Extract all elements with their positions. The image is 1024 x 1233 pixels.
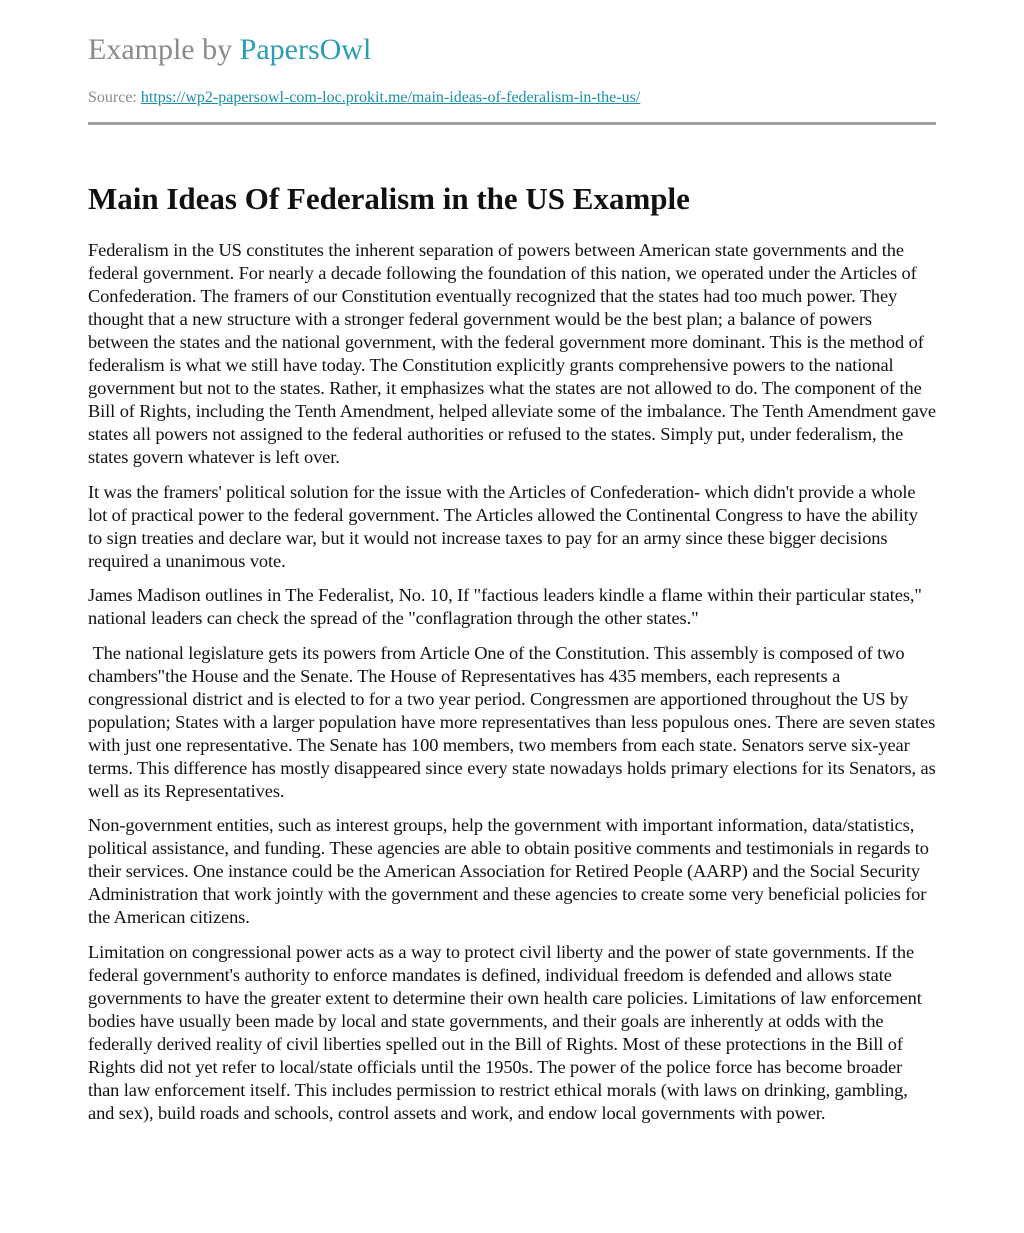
paragraph: Non-government entities, such as interest groups, help the government with important information, data/statistics, political assistance, and funding. These agencies are able to obtain positive comments and testimonials in regards to their services. One instance could be the American Association for Retired People (AARP) and the Social Security Administration that work jointly with the government and these agencies to create some very beneficial policies for the American citizens. — [88, 815, 929, 927]
article-body — [88, 239, 941, 1136]
paragraph: It was the framers' political solution for the issue with the Articles of Confederation- which didn't provide a whole lot of practical power to the federal government. The Articles allowed the Continental Congress to have the ability to sign treaties and declare war, but it would not increase taxes to pay for an army since these bigger decisions required a unanimous vote. — [88, 481, 918, 571]
brand-header — [88, 30, 371, 70]
brand-prefix: Example by — [88, 33, 240, 66]
source-link[interactable]: https://wp2-papersowl-com-loc.prokit.me/main-ideas-of-federalism-in-the-us/ — [140, 89, 641, 106]
source-line — [88, 88, 640, 108]
article-title: Main Ideas Of Federalism in the US Example — [88, 181, 690, 216]
paragraph: Federalism in the US constitutes the inherent separation of powers between American state governments and the federal government. For nearly a decade following the foundation of this nation, we operated under the Articles of Confederation. The framers of our Constitution eventually recognized that the states had too much power. They thought that a new structure with a stronger federal government would be the best plan; a balance of powers between the states and the national government, with the federal government more dominant. This is the method of federalism is what we still have today. The Constitution explicitly grants comprehensive powers to the national government but not to the states. Rather, it emphasizes what the states are not allowed to do. The component of the Bill of Rights, including the Tenth Amendment, helped alleviate some of the imbalance. The Tenth Amendment gave states all powers not assigned to the federal authorities or refused to the states. Simply put, under federalism, the states govern whatever is left over. — [88, 240, 936, 467]
header-divider — [88, 122, 936, 125]
source-label: Source: — [88, 89, 141, 106]
paragraph: Limitation on congressional power acts as a way to protect civil liberty and the power of state governments. If the federal government's authority to enforce mandates is defined, individual freedom is defended and allows state governments to have the greater extent to determine their own health care policies. Limitations of law enforcement bodies have usually been made by local and state governments, and their goals are inherently at odds with the federally derived reality of civil liberties spelled out in the Bill of Rights. Most of these protections in the Bill of Rights did not yet refer to local/state officials until the 1950s. The power of the police force has become broader than law enforcement itself. This includes permission to restrict ethical morals (with laws on drinking, gambling, and sex), build roads and schools, control assets and work, and endow local governments with power. — [88, 941, 922, 1123]
paragraph: James Madison outlines in The Federalist, No. 10, If "factious leaders kindle a flame within their particular states," national leaders can check the spread of the "conflagration through the other states." — [88, 585, 922, 628]
brand-name-link[interactable]: PapersOwl — [239, 33, 372, 66]
paragraph: The national legislature gets its powers from Article One of the Constitution. This assembly is composed of two chambers"the House and the Senate. The House of Representatives has 435 members, each represents a congressional district and is elected to for a two year period. Congressmen are apportioned throughout the US by population; States with a larger population have more representatives than less populous ones. There are seven states with just one representative. The Senate has 100 members, two members from each state. Senators serve six-year terms. This difference has mostly disappeared since every state nowadays holds primary elections for its Senators, as well as its Representatives. — [88, 642, 941, 801]
